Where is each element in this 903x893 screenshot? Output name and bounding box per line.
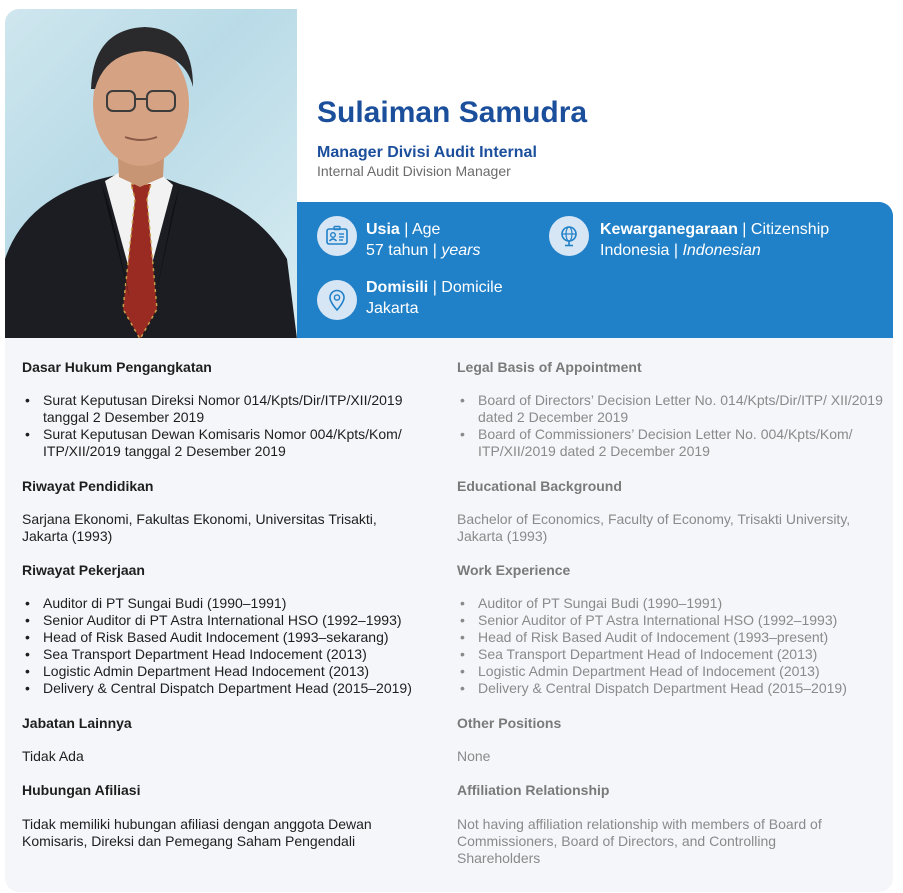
heading-affiliation-en: Affiliation Relationship [457, 782, 610, 798]
list-item: • Sea Transport Department Head of Indocement (2013) [457, 646, 887, 663]
heading-education: Riwayat Pendidikan [22, 478, 154, 494]
heading-legal-basis-en: Legal Basis of Appointment [457, 359, 642, 375]
affiliation-text: Tidak memiliki hubungan afiliasi dengan anggota Dewan Komisaris, Direksi dan Pemegang Saham Pengendali [22, 816, 372, 849]
heading-other-positions-en: Other Positions [457, 715, 562, 731]
heading-work-experience: Riwayat Pekerjaan [22, 562, 145, 578]
affiliation-text-en: Not having affiliation relationship with members of Board of Commissioners, Board of Directors, and Controlling Shareholders [457, 816, 822, 866]
details-panel [5, 338, 893, 892]
position-title-en: Internal Audit Division Manager [317, 163, 511, 179]
list-item: • Auditor of PT Sungai Budi (1990–1991) [457, 595, 887, 612]
legal-basis-list [22, 392, 442, 460]
list-item: • Head of Risk Based Audit of Indocement (1993–present) [457, 629, 887, 646]
list-item: • Delivery & Central Dispatch Department Head (2015–2019) [22, 680, 452, 697]
heading-legal-basis: Dasar Hukum Pengangkatan [22, 359, 212, 375]
domicile-label: Domisili | Domicile [366, 279, 503, 296]
list-item: • Delivery & Central Dispatch Department Head (2015–2019) [457, 680, 887, 697]
citizenship-value: Indonesia | Indonesian [600, 242, 761, 259]
legal-basis-list-en [457, 392, 885, 460]
heading-education-en: Educational Background [457, 478, 622, 494]
list-item: • Auditor di PT Sungai Budi (1990–1991) [22, 595, 452, 612]
list-item: • Surat Keputusan Dewan Komisaris Nomor 004/Kpts/Kom/ ITP/XII/2019 tanggal 2 Desember 2019 [22, 426, 442, 460]
list-item: • Senior Auditor di PT Astra International HSO (1992–1993) [22, 612, 452, 629]
citizenship-label: Kewarganegaraan | Citizenship [600, 221, 830, 238]
globe-icon [549, 216, 589, 256]
info-bar [297, 202, 893, 338]
age-value: 57 tahun | years [366, 242, 481, 259]
position-title-id: Manager Divisi Audit Internal [317, 144, 537, 161]
education-text: Sarjana Ekonomi, Fakultas Ekonomi, Universitas Trisakti, Jakarta (1993) [22, 511, 377, 544]
list-item: • Surat Keputusan Direksi Nomor 014/Kpts/Dir/ITP/XII/2019 tanggal 2 Desember 2019 [22, 392, 442, 426]
person-name: Sulaiman Samudra [317, 96, 588, 129]
list-item: • Board of Commissioners’ Decision Letter No. 004/Kpts/Kom/ ITP/XII/2019 dated 2 December 2019 [457, 426, 885, 460]
heading-other-positions: Jabatan Lainnya [22, 715, 132, 731]
profile-photo [5, 9, 297, 339]
other-positions-text: Tidak Ada [22, 748, 84, 764]
heading-affiliation: Hubungan Afiliasi [22, 782, 141, 798]
list-item: • Senior Auditor of PT Astra International HSO (1992–1993) [457, 612, 887, 629]
work-experience-list-en [457, 595, 887, 697]
list-item: • Board of Directors’ Decision Letter No. 014/Kpts/Dir/ITP/ XII/2019 dated 2 December 2019 [457, 392, 885, 426]
domicile-value: Jakarta [366, 300, 419, 317]
age-label: Usia | Age [366, 221, 441, 238]
list-item: • Head of Risk Based Audit Indocement (1993–sekarang) [22, 629, 452, 646]
heading-work-experience-en: Work Experience [457, 562, 571, 578]
other-positions-text-en: None [457, 748, 491, 764]
list-item: • Sea Transport Department Head Indocement (2013) [22, 646, 452, 663]
work-experience-list [22, 595, 452, 697]
list-item: • Logistic Admin Department Head of Indocement (2013) [457, 663, 887, 680]
id-card-icon [317, 216, 357, 256]
education-text-en: Bachelor of Economics, Faculty of Economy, Trisakti University, Jakarta (1993) [457, 511, 851, 544]
list-item: • Logistic Admin Department Head Indocement (2013) [22, 663, 452, 680]
location-pin-icon [317, 280, 357, 320]
